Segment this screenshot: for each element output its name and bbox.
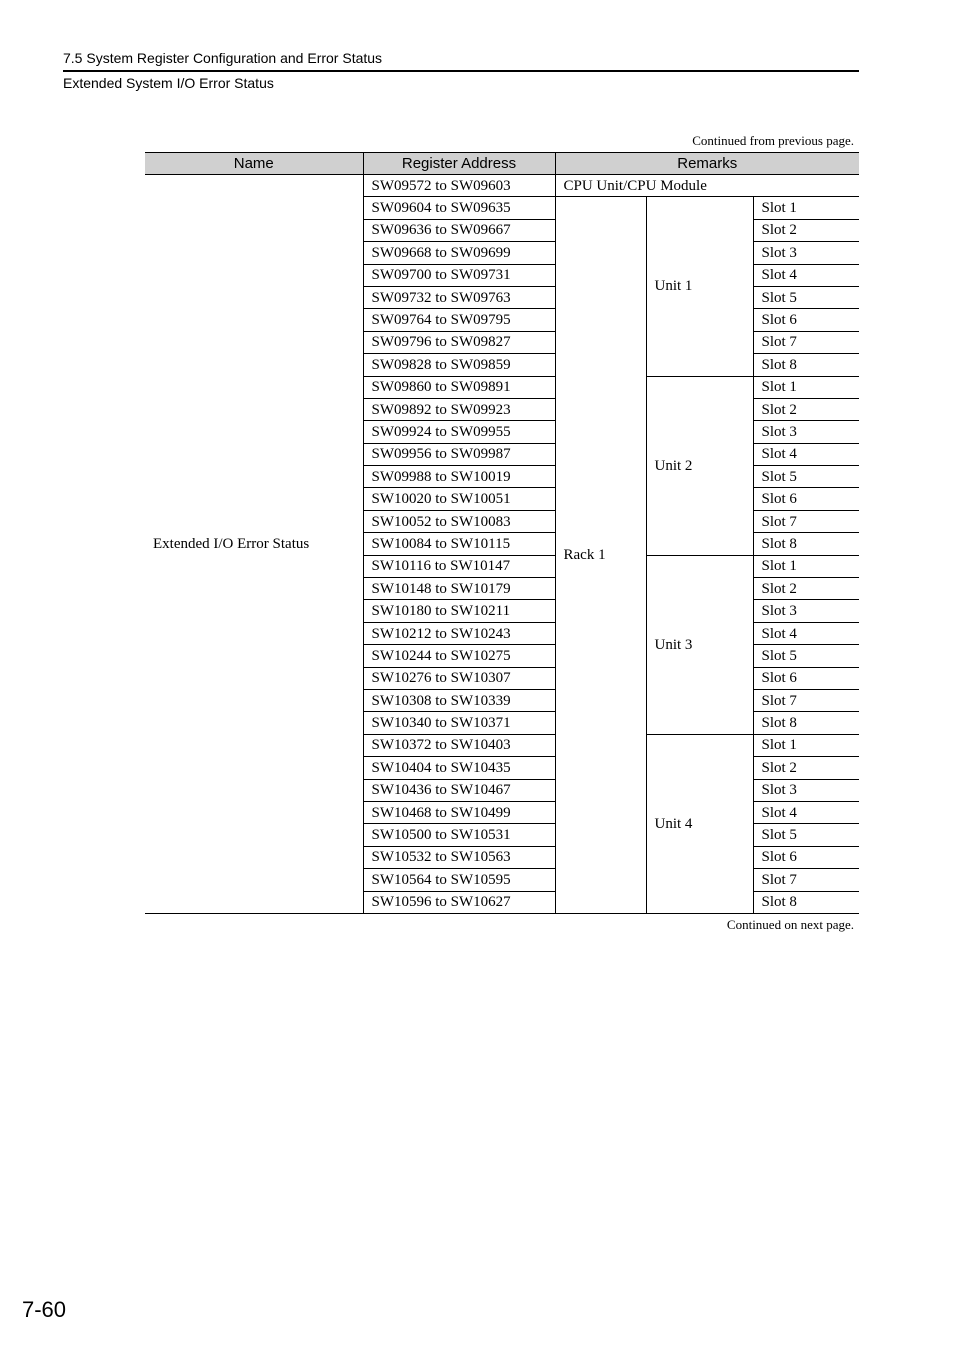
address-cell: SW10180 to SW10211 [363, 600, 555, 622]
address-cell: SW10436 to SW10467 [363, 779, 555, 801]
slot-cell: Slot 3 [753, 600, 859, 622]
slot-cell: Slot 8 [753, 712, 859, 734]
remarks-cell: CPU Unit/CPU Module [555, 175, 859, 197]
slot-cell: Slot 6 [753, 488, 859, 510]
slot-cell: Slot 1 [753, 555, 859, 577]
address-cell: SW09988 to SW10019 [363, 466, 555, 488]
slot-cell: Slot 4 [753, 801, 859, 823]
slot-cell: Slot 5 [753, 286, 859, 308]
address-cell: SW10500 to SW10531 [363, 824, 555, 846]
address-cell: SW09892 to SW09923 [363, 398, 555, 420]
address-cell: SW09636 to SW09667 [363, 219, 555, 241]
continued-on-note: Continued on next page. [726, 917, 854, 932]
header-name: Name [145, 153, 363, 175]
slot-cell: Slot 6 [753, 667, 859, 689]
address-cell: SW09604 to SW09635 [363, 197, 555, 219]
section-title: 7.5 System Register Configuration and Error Status [63, 50, 383, 66]
slot-cell: Slot 6 [753, 309, 859, 331]
slot-cell: Slot 5 [753, 824, 859, 846]
unit-cell: Unit 2 [646, 376, 753, 555]
slot-cell: Slot 8 [753, 533, 859, 555]
slot-cell: Slot 7 [753, 510, 859, 532]
slot-cell: Slot 8 [753, 891, 859, 913]
address-cell: SW10084 to SW10115 [363, 533, 555, 555]
slot-cell: Slot 7 [753, 331, 859, 353]
slot-cell: Slot 7 [753, 689, 859, 711]
unit-cell: Unit 3 [646, 555, 753, 734]
address-cell: SW10020 to SW10051 [363, 488, 555, 510]
register-table [145, 152, 859, 914]
address-cell: SW10276 to SW10307 [363, 667, 555, 689]
table-body [145, 175, 859, 914]
address-cell: SW09828 to SW09859 [363, 354, 555, 376]
address-cell: SW09700 to SW09731 [363, 264, 555, 286]
slot-cell: Slot 1 [753, 197, 859, 219]
slot-cell: Slot 7 [753, 869, 859, 891]
subsection-title: Extended System I/O Error Status [63, 75, 274, 91]
address-cell: SW10148 to SW10179 [363, 578, 555, 600]
address-cell: SW09572 to SW09603 [363, 175, 555, 197]
table-row [145, 175, 859, 197]
slot-cell: Slot 1 [753, 734, 859, 756]
address-cell: SW10372 to SW10403 [363, 734, 555, 756]
address-cell: SW09924 to SW09955 [363, 421, 555, 443]
address-cell: SW10244 to SW10275 [363, 645, 555, 667]
continued-from-note: Continued from previous page. [692, 133, 854, 148]
address-cell: SW09668 to SW09699 [363, 242, 555, 264]
slot-cell: Slot 4 [753, 264, 859, 286]
address-cell: SW09732 to SW09763 [363, 286, 555, 308]
address-cell: SW10564 to SW10595 [363, 869, 555, 891]
slot-cell: Slot 6 [753, 846, 859, 868]
unit-cell: Unit 4 [646, 734, 753, 913]
address-cell: SW10052 to SW10083 [363, 510, 555, 532]
address-cell: SW09796 to SW09827 [363, 331, 555, 353]
slot-cell: Slot 2 [753, 219, 859, 241]
header-remarks: Remarks [555, 153, 859, 175]
rack-cell: Rack 1 [555, 197, 646, 914]
slot-cell: Slot 2 [753, 757, 859, 779]
page-number: 7-60 [22, 1297, 67, 1322]
slot-cell: Slot 3 [753, 779, 859, 801]
name-cell: Extended I/O Error Status [145, 175, 363, 914]
slot-cell: Slot 4 [753, 443, 859, 465]
address-cell: SW10596 to SW10627 [363, 891, 555, 913]
table-header-row [145, 153, 859, 175]
address-cell: SW10468 to SW10499 [363, 801, 555, 823]
unit-cell: Unit 1 [646, 197, 753, 376]
slot-cell: Slot 3 [753, 421, 859, 443]
address-cell: SW09860 to SW09891 [363, 376, 555, 398]
slot-cell: Slot 5 [753, 466, 859, 488]
slot-cell: Slot 2 [753, 578, 859, 600]
slot-cell: Slot 2 [753, 398, 859, 420]
slot-cell: Slot 5 [753, 645, 859, 667]
address-cell: SW10212 to SW10243 [363, 622, 555, 644]
slot-cell: Slot 3 [753, 242, 859, 264]
address-cell: SW10532 to SW10563 [363, 846, 555, 868]
address-cell: SW10340 to SW10371 [363, 712, 555, 734]
address-cell: SW10308 to SW10339 [363, 689, 555, 711]
address-cell: SW10116 to SW10147 [363, 555, 555, 577]
address-cell: SW09956 to SW09987 [363, 443, 555, 465]
header-divider [63, 70, 859, 72]
address-cell: SW10404 to SW10435 [363, 757, 555, 779]
slot-cell: Slot 4 [753, 622, 859, 644]
slot-cell: Slot 8 [753, 354, 859, 376]
header-register-address: Register Address [363, 153, 555, 175]
slot-cell: Slot 1 [753, 376, 859, 398]
address-cell: SW09764 to SW09795 [363, 309, 555, 331]
